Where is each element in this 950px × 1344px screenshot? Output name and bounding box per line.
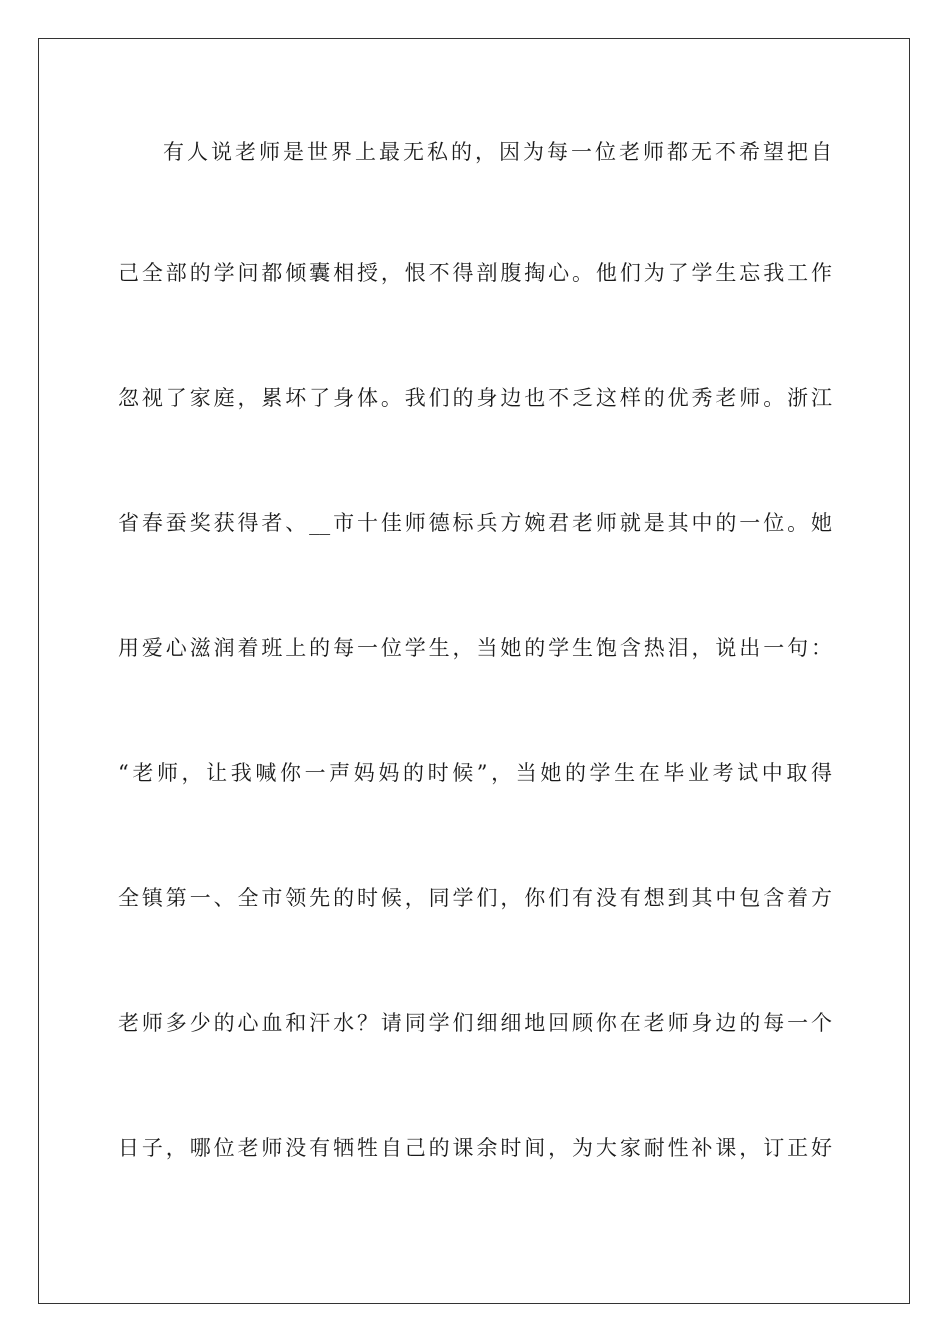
paragraph-line-8: 老师多少的心血和汗水？请同学们细细地回顾你在老师身边的每一个 — [118, 1011, 832, 1035]
paragraph-line-1: 有人说老师是世界上最无私的，因为每一位老师都无不希望把自 — [163, 140, 832, 164]
paragraph-line-6: “老师，让我喊你一声妈妈的时候”，当她的学生在毕业考试中取得 — [118, 761, 832, 785]
paragraph-line-3: 忽视了家庭，累坏了身体。我们的身边也不乏这样的优秀老师。浙江 — [118, 386, 832, 410]
paragraph-line-4: 省春蚕奖获得者、__市十佳师德标兵方婉君老师就是其中的一位。她 — [118, 511, 832, 535]
paragraph-line-7: 全镇第一、全市领先的时候，同学们，你们有没有想到其中包含着方 — [118, 886, 832, 910]
page-border — [38, 38, 910, 1304]
paragraph-line-9: 日子，哪位老师没有牺牲自己的课余时间，为大家耐性补课，订正好 — [118, 1136, 832, 1160]
paragraph-line-5: 用爱心滋润着班上的每一位学生，当她的学生饱含热泪，说出一句： — [118, 636, 832, 660]
paragraph-line-2: 己全部的学问都倾囊相授，恨不得剖腹掏心。他们为了学生忘我工作 — [118, 261, 832, 285]
